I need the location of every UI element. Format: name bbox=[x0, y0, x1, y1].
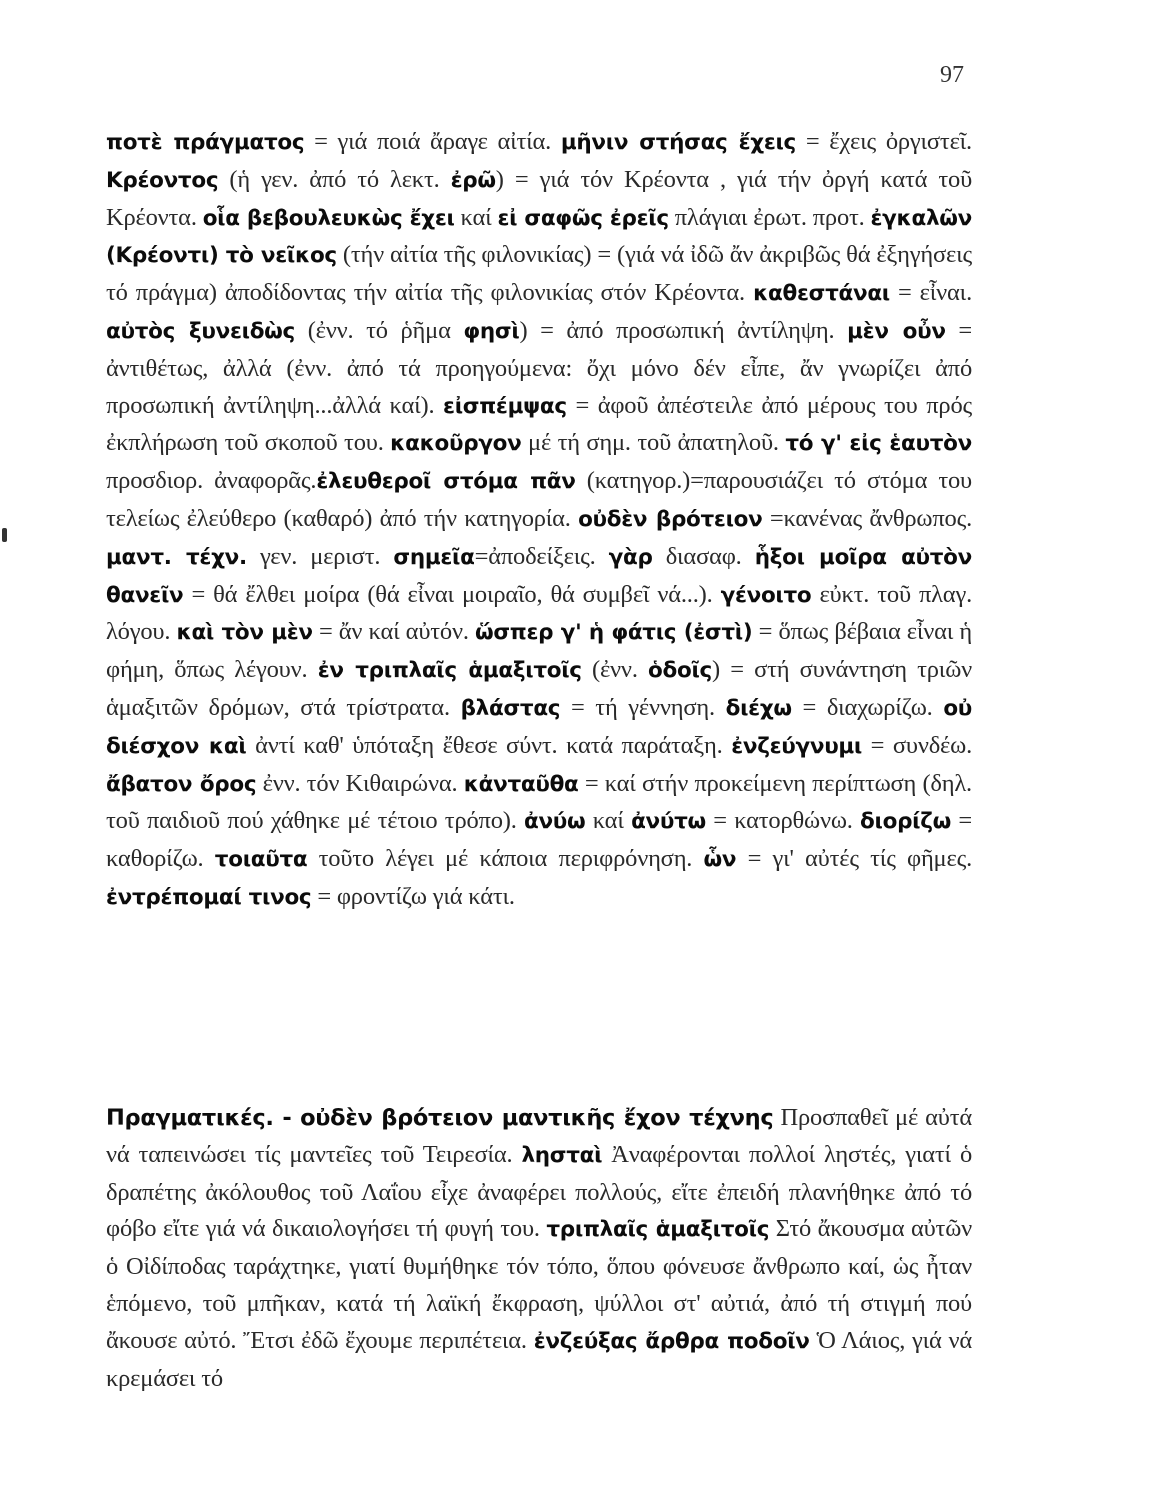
lemma-term: διέχω bbox=[725, 695, 792, 721]
lemma-term: ὧν bbox=[703, 847, 737, 873]
binding-mark bbox=[2, 528, 7, 542]
gloss-text: (κατηγορ.)=παρουσιάζει τό στόμα του τελείως ἐλεύθερο (καθαρό) ἀπό τήν κατηγορία. bbox=[106, 467, 972, 532]
gloss-text: Ὁ Λάιος, γιά νά κρεμάσει τό bbox=[106, 1326, 973, 1392]
lemma-term: καθεστάναι bbox=[753, 281, 890, 307]
lemma-term: τριπλαῖς ἁμαξιτοῖς bbox=[546, 1217, 770, 1243]
lemma-term: ἐνζεύγνυμι bbox=[731, 733, 863, 759]
gloss-text: καί bbox=[585, 807, 632, 835]
gloss-text: προσδιορ. ἀναφορᾶς. bbox=[106, 467, 317, 495]
lemma-term: τοιαῦτα bbox=[214, 847, 308, 873]
gloss-text: εὐκτ. τοῦ πλαγ. λόγου. bbox=[106, 580, 972, 646]
interpretation-section bbox=[106, 1100, 972, 1397]
gloss-text: = εἶναι. bbox=[889, 279, 972, 307]
gloss-text: = συνδέω. bbox=[862, 731, 972, 759]
gloss-text: = ἔχεις ὀργιστεῖ. bbox=[796, 128, 972, 155]
gloss-text: =ἀποδείξεις. bbox=[474, 542, 609, 570]
lemma-term: γένοιτο bbox=[720, 582, 812, 608]
gloss-text: Ἀναφέρονται πολλοί ληστές, γιατί ὁ δραπέτης ἀκόλουθος τοῦ Λαΐου εἶχε ἀναφέρει πολλούς, εἴτε ἐπειδή πλανήθηκε ἀπό τό φόβο εἴτε γιά νά δικαιολογήσει τή φυγή του. bbox=[106, 1140, 972, 1243]
lemma-term: ἀνύω bbox=[523, 809, 586, 835]
gloss-text: = γι' αὐτές τίς φῆμες. bbox=[736, 845, 973, 873]
gloss-text: = γιά ποιά ἄραγε αἰτία. bbox=[304, 128, 561, 155]
lemma-term: ἐνζεύξας ἄρθρα ποδοῖν bbox=[533, 1328, 810, 1354]
gloss-text: Προσπαθεῖ μέ αὐτά νά ταπεινώσει τίς μαντεῖες τοῦ Τειρεσία. bbox=[106, 1104, 972, 1168]
lemma-term: ἄβατον ὄρος bbox=[106, 771, 257, 797]
gloss-text: = φροντίζω γιά κάτι. bbox=[311, 882, 515, 910]
lemma-term: καὶ τὸν μὲν bbox=[176, 620, 313, 646]
gloss-text: = τή γέννηση. bbox=[560, 693, 726, 721]
gloss-text: ) = γιά τόν Κρέοντα , γιά τήν ὀργή κατά τοῦ Κρέοντα. bbox=[106, 165, 972, 231]
lemma-term: αὐτὸς ξυνειδὼς bbox=[106, 318, 295, 344]
gloss-text: ἀντί καθ' ὑπόταξη ἔθεσε σύντ. κατά παράταξη. bbox=[246, 731, 732, 759]
lemma-term: ἐγκαλῶν (Κρέοντι) τὸ νεῖκος bbox=[106, 205, 973, 269]
gloss-text: μέ τή σημ. τοῦ ἀπατηλοῦ. bbox=[521, 429, 786, 457]
lemma-term: μὲν οὖν bbox=[847, 318, 946, 344]
gloss-text: =κανένας ἄνθρωπος. bbox=[762, 504, 973, 532]
gloss-text: = καί στήν προκείμενη περίπτωση (δηλ. τοῦ παιδιοῦ πού χάθηκε μέ τέτοιο τρόπο). bbox=[106, 769, 972, 835]
gloss-text: πλάγιαι ἐρωτ. προτ. bbox=[668, 203, 871, 231]
gloss-text: τοῦτο λέγει μέ κάποια περιφρόνηση. bbox=[307, 845, 704, 873]
gloss-text: (ἐνν. bbox=[581, 656, 649, 684]
lemma-term: ἐρῶ bbox=[450, 167, 496, 193]
lemma-term: μῆνιν στήσας ἔχεις bbox=[560, 130, 797, 155]
lemma-term: κἀνταῦθα bbox=[463, 771, 579, 797]
gloss-text: ἐνν. τόν Κιθαιρώνα. bbox=[256, 769, 464, 797]
lemma-term: οὐ διέσχον καὶ bbox=[106, 695, 973, 759]
lemma-term: ὥσπερ γ' ἡ φάτις (ἐστὶ) bbox=[474, 620, 753, 646]
lemma-term: λησταὶ bbox=[521, 1142, 603, 1168]
lemma-term: εἰ σαφῶς ἐρεῖς bbox=[497, 205, 669, 231]
gloss-text: = ὅπως βέβαια εἶναι ἡ φήμη, ὅπως λέγουν. bbox=[106, 618, 973, 684]
gloss-text: = κατορθώνω. bbox=[705, 807, 861, 835]
gloss-text: (ἡ γεν. ἀπό τό λεκτ. bbox=[218, 165, 451, 193]
lemma-term: ποτὲ πράγματος bbox=[106, 130, 305, 155]
lemma-term: οἷα βεβουλευκὼς ἔχει bbox=[202, 205, 455, 231]
gloss-text: γεν. μεριστ. bbox=[246, 542, 394, 570]
lemma-term: γὰρ bbox=[608, 544, 653, 570]
gloss-text: Στό ἄκουσμα αὐτῶν ὁ Οἰδίποδας ταράχτηκε, γιατί θυμήθηκε τόν τόπο, ὅπου φόνευσε ἄνθρωπο καί, ὡς ἦταν ἑπόμενο, τοῦ μπῆκαν, κατά τή λαϊκή ἔκφραση, ψύλλοι στ' αὐτιά, ἀπό τή στιγμή πού ἄκουσε αὐτό. Ἔτσι ἐδῶ ἔχουμε περιπέτεια. bbox=[106, 1215, 972, 1354]
lemma-term: ἐν τριπλαῖς ἁμαξιτοῖς bbox=[317, 658, 582, 684]
gloss-text: (ἐνν. τό ῥῆμα bbox=[295, 316, 464, 344]
lemma-term: ἐντρέπομαί τινος bbox=[106, 884, 312, 910]
commentary-notes-section bbox=[106, 124, 972, 917]
lemma-term: Κρέοντος bbox=[106, 167, 219, 193]
gloss-text: = διαχωρίζω. bbox=[791, 693, 944, 721]
section-heading: Πραγματικές. - οὐδὲν βρότειον μαντικῆς ἔχον τέχνης bbox=[106, 1105, 774, 1131]
lemma-term: ἐλευθεροῖ στόμα πᾶν bbox=[316, 469, 576, 495]
gloss-text: ) = στή συνάντηση τριῶν ἁμαξιτῶν δρόμων, στά τρίστρατα. bbox=[106, 656, 972, 721]
gloss-text: = καθορίζω. bbox=[106, 807, 972, 873]
gloss-text: διασαφ. bbox=[652, 542, 755, 570]
lemma-term: κακοῦργον bbox=[390, 431, 522, 457]
gloss-text: = θά ἔλθει μοίρα (θά εἶναι μοιραῖο, θά συμβεῖ νά...). bbox=[183, 580, 721, 608]
lemma-term: βλάστας bbox=[460, 695, 561, 721]
lemma-term: ἧξοι μοῖρα αὐτὸν θανεῖν bbox=[106, 544, 972, 608]
page-number: 97 bbox=[940, 62, 964, 88]
lemma-term: ὁδοῖς bbox=[648, 658, 712, 684]
lemma-term: μαντ. τέχν. bbox=[106, 544, 247, 570]
gloss-text: = ἀντιθέτως, ἀλλά (ἐνν. ἀπό τά προηγούμενα: ὄχι μόνο δέν εἶπε, ἄν γνωρίζει ἀπό προσωπική ἀντίληψη...ἀλλά καί). bbox=[106, 316, 972, 419]
gloss-text: (τήν αἰτία τῆς φιλονικίας) = (γιά νά ἰδῶ ἄν ἀκριβῶς θά ἐξηγήσεις τό πράγμα) ἀποδίδοντας τήν αἰτία τῆς φιλονικίας στόν Κρέοντα. bbox=[106, 241, 972, 307]
lemma-term: τό γ' εἰς ἑαυτὸν bbox=[785, 431, 972, 457]
lemma-term: σημεῖα bbox=[393, 544, 475, 570]
lemma-term: οὐδὲν βρότειον bbox=[578, 506, 763, 532]
lemma-term: διορίζω bbox=[860, 809, 952, 835]
gloss-text: = ἄν καί αὐτόν. bbox=[312, 618, 475, 646]
gloss-text: ) = ἀπό προσωπική ἀντίληψη. bbox=[519, 316, 848, 344]
gloss-text: = ἀφοῦ ἀπέστειλε ἀπό μέρους του πρός ἐκπλήρωση τοῦ σκοποῦ του. bbox=[106, 391, 972, 457]
lemma-term: φησὶ bbox=[463, 318, 520, 344]
gloss-text: καί bbox=[454, 203, 498, 231]
lemma-term: ἀνύτω bbox=[631, 809, 706, 835]
lemma-term: εἰσπέμψας bbox=[443, 393, 567, 419]
